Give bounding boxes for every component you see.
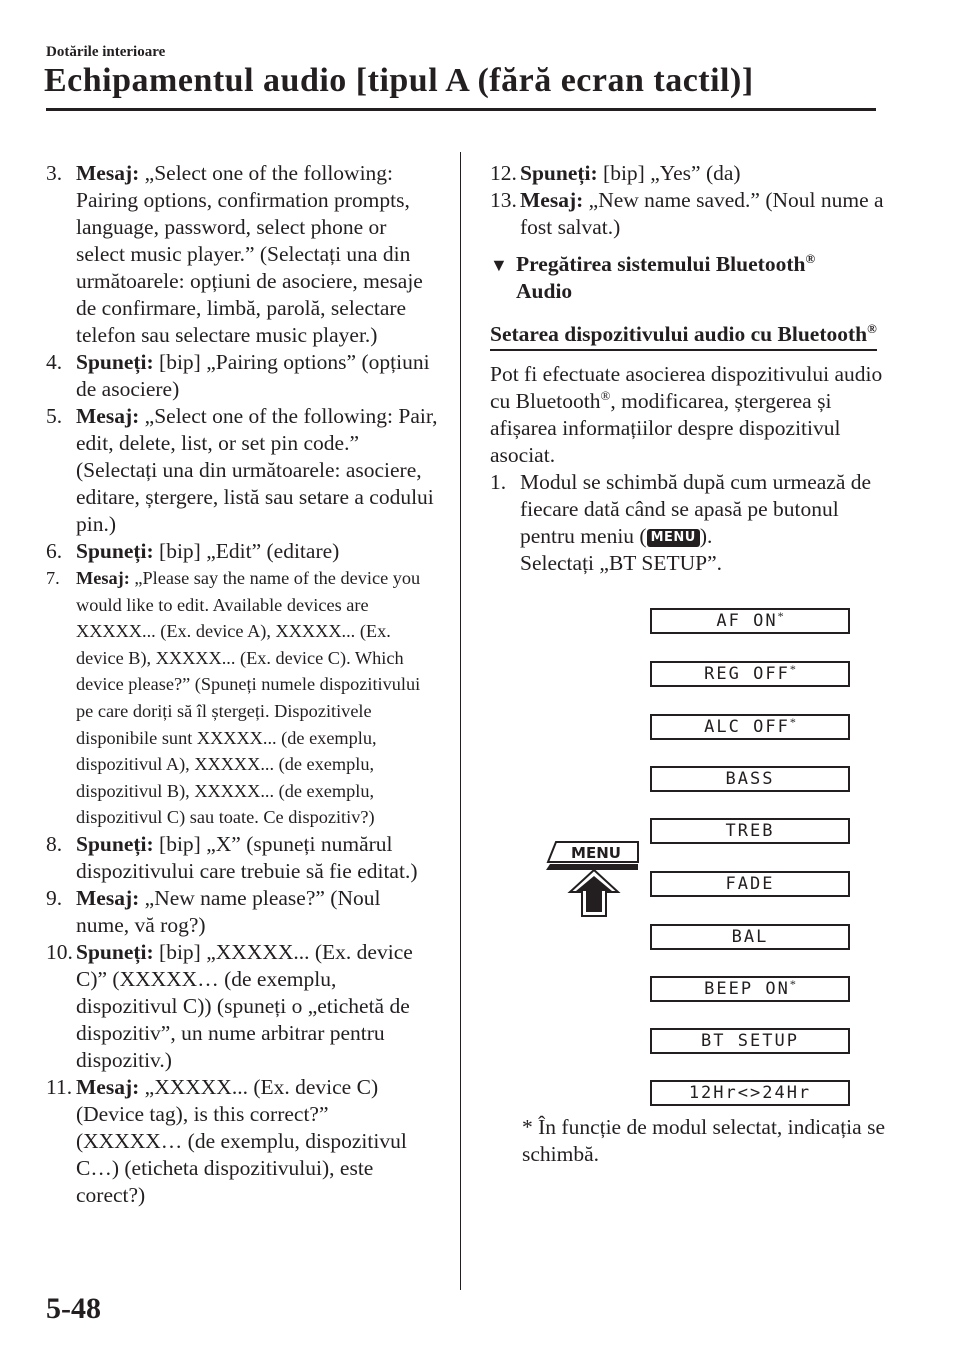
menu-display-label: BAL [731,927,769,947]
footnote: * În funcție de modul selectat, indicația se schimbă. [522,1115,885,1166]
step-text [76,403,438,538]
step-body: „XXXXX... (Ex. device C) (Device tag), is this correct?” (XXXXX… (de exemplu, dispozitivul C…) (eticheta dispozitivului), este corect?) [76,1074,407,1207]
step-3 [46,160,438,349]
step-label: Mesaj: [520,188,584,212]
step-4 [46,349,438,403]
step-body: Modul se schimbă după cum urmează de fiecare dată când se apasă pe butonul pentru meniu ( [520,470,872,548]
footnote-star: * [789,662,796,676]
menu-display-label: BASS [725,769,775,789]
menu-display-label: 12Hr<>24Hr [688,1083,812,1103]
page-number: 5-48 [46,1292,101,1325]
step-number: 7. [46,568,60,588]
menu-display-reg-off [650,661,850,687]
triangle-marker-icon: ▼ [490,255,508,275]
step-text [76,565,438,831]
subsection-title: Setarea dispozitivului audio cu Bluetooth [490,322,868,346]
step-6 [46,538,438,565]
page-title: Echipamentul audio [tipul A (fără ecran tactil)] [44,62,754,99]
step-body: [bip] „Edit” (editare) [153,539,340,563]
step-number: 5. [46,404,63,428]
step-number: 3. [46,161,63,185]
menu-display-label: ALC OFF [704,717,790,737]
menu-button-arrow-graphic [544,840,644,920]
step-label: Mesaj: [76,568,130,588]
section-label: Dotările interioare [46,44,166,60]
step-1 [490,469,890,577]
step-9 [46,885,438,939]
step-text [76,349,438,403]
menu-display-label: AF ON [716,611,778,631]
step-label: Mesaj: [76,1074,140,1099]
step-label: Spuneți: [520,161,598,185]
step-body-end: ). [699,524,713,548]
step-label: Mesaj: [76,404,140,428]
step-body: „New name saved.” (Noul nume a fost salvat.) [520,188,884,239]
step-5 [46,403,438,538]
subheading-line2: Audio [516,279,573,303]
step-text [520,187,890,241]
step-text [76,1074,438,1209]
step-body: [bip] „Pairing options” (opțiuni de asociere) [76,350,430,401]
right-column [490,160,890,577]
menu-key-label: MENU [647,529,700,547]
menu-display-fade [650,871,850,897]
subheading-line1: Pregătirea sistemului Bluetooth [516,252,806,276]
title-rule [46,108,876,111]
step-number: 11. [46,1074,73,1099]
menu-display-12hr-24hr [650,1080,850,1106]
step-number: 9. [46,885,63,910]
menu-display-bal [650,924,850,950]
menu-button-icon [546,842,638,870]
intro-paragraph [490,361,890,469]
menu-button-label: MENU [571,844,621,862]
up-arrow-icon [570,870,618,916]
step-body: „New name please?” (Noul nume, vă rog?) [76,885,381,937]
step-body: „Select one of the following: Pairing options, confirmation prompts, language, password, select phone or select music player.” (Selectați una din următoarele: opțiuni de asociere, mesaje de confirmare, limbă, parolă, selectare telefon sau selectare music player.) [76,161,423,347]
step-text [520,469,890,577]
step-number: 4. [46,350,63,374]
left-column [46,160,438,1209]
registered-mark: ® [867,320,877,336]
menu-display-af-on [650,608,850,634]
step-text [520,160,890,187]
column-divider [460,152,461,1290]
step-body: „Select one of the following: Pair, edit, delete, list, or set pin code.” (Selectați una din următoarele: asociere, editare, ștergere, listă sau setare a codului pin.) [76,404,438,536]
subsection-text [490,321,877,351]
step-body: [bip] „Yes” (da) [597,161,741,185]
intro-text-b: , modificarea, ștergerea și afișarea informațiilor despre dispozitivul asociat. [490,389,841,467]
step-text [76,831,438,885]
menu-display-bt-setup [650,1028,850,1054]
step-label: Spuneți: [76,350,154,374]
step-number: 6. [46,539,63,563]
subheading [490,251,890,305]
step-7 [46,565,438,831]
menu-display-label: FADE [725,874,775,894]
menu-display-bass [650,766,850,792]
step-13 [490,187,890,241]
registered-mark: ® [805,250,816,266]
step-text [76,885,438,939]
step-select-text: Selectați „BT SETUP”. [520,551,723,575]
footnote-star: * [789,715,796,729]
menu-display-label: TREB [725,821,775,841]
step-label: Mesaj: [76,885,140,910]
menu-display-label: REG OFF [704,664,790,684]
step-label: Mesaj: [76,161,140,185]
step-text [76,160,438,349]
step-label: Spuneți: [76,831,154,856]
step-body: [bip] „XXXXX... (Ex. device C)” (XXXXX… (de exemplu, dispozitivul C)) (spuneți o „etichetă de dispozitiv”, un nume arbitrar pentru dispozitiv.) [76,939,413,1072]
menu-display-label: BEEP ON [704,979,790,999]
menu-display-alc-off [650,714,850,740]
step-11 [46,1074,438,1209]
step-number: 13. [490,188,517,212]
step-number: 8. [46,831,63,856]
menu-display-beep-on [650,976,850,1002]
registered-mark: ® [600,387,611,403]
step-8 [46,831,438,885]
step-body: [bip] „X” (spuneți numărul dispozitivului care trebuie să fie editat.) [76,831,418,883]
subheading-text [516,251,890,305]
menu-display-treb [650,818,850,844]
step-number: 10. [46,939,73,964]
step-text [76,939,438,1074]
step-label: Spuneți: [76,539,154,563]
step-label: Spuneți: [76,939,154,964]
step-number: 12. [490,161,517,185]
step-text [76,538,438,565]
step-number: 1. [490,470,507,494]
footnote-star: * [777,609,784,623]
intro-text-a: Pot fi efectuate asocierea dispozitivului audio cu Bluetooth [490,362,883,413]
step-12 [490,160,890,187]
menu-display-label: BT SETUP [701,1031,799,1051]
footnote-star: * [789,977,796,991]
step-body: „Please say the name of the device you would like to edit. Available devices are XXXXX... (Ex. device A), XXXXX... (Ex. device B), XXXXX... (Ex. device C). Which device please?” (Spuneți numele dispozitivului pe care doriți să îl ștergeți. Dispozitivele disponibile sunt XXXXX... (de exemplu, dispozitivul A), XXXXX... (de exemplu, dispozitivul B), XXXXX... (de exemplu, dispozitivul C) sau toate. Ce dispozitiv?) [76,568,421,828]
step-10 [46,939,438,1074]
subsection-heading [490,321,877,351]
